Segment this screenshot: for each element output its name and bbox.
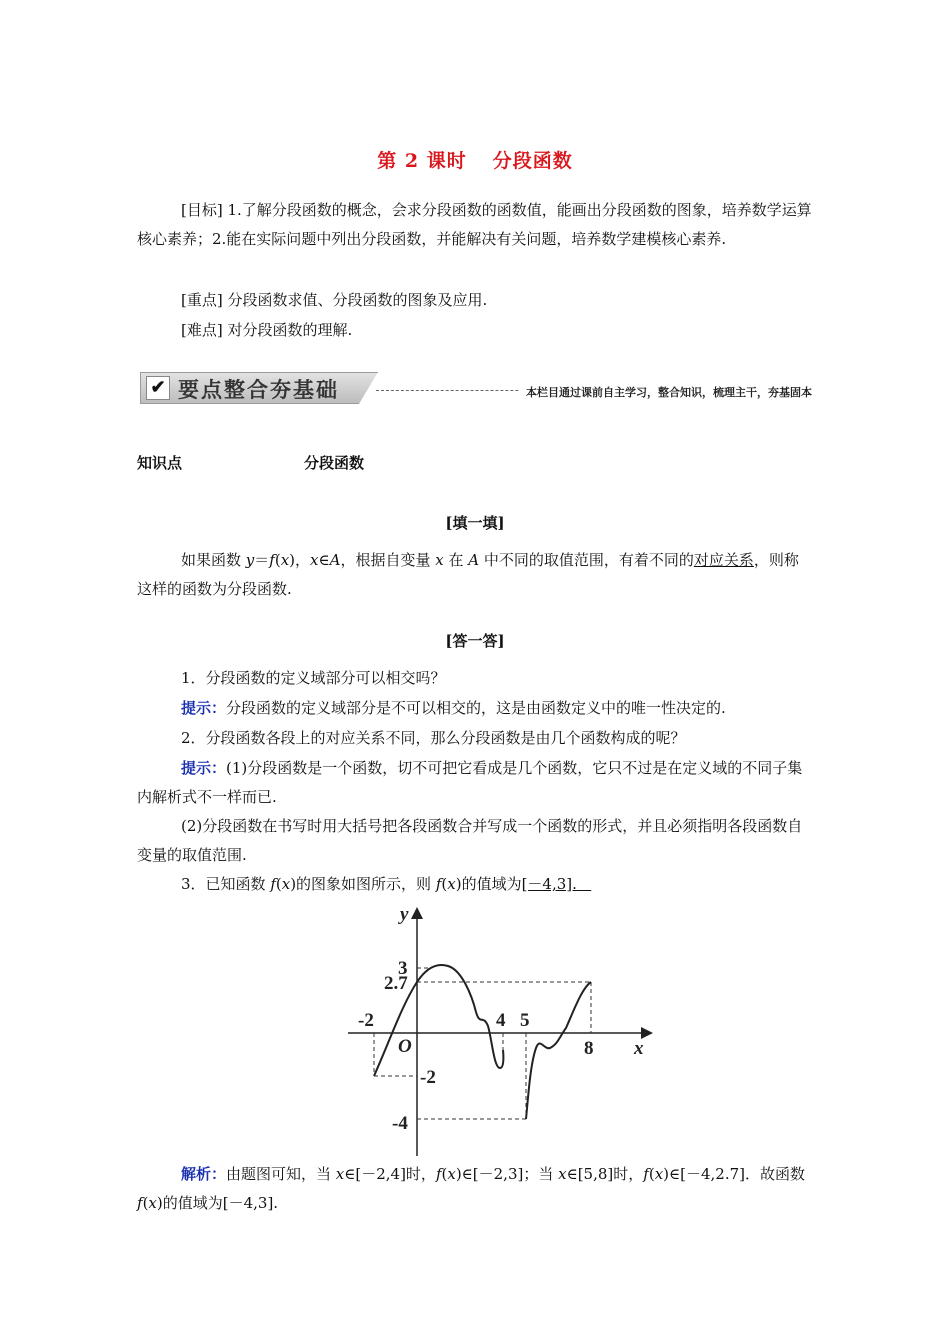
question-2: 2．分段函数各段上的对应关系不同，那么分段函数是由几个函数构成的呢？ [181,729,686,747]
solution-paragraph: 解析：由题图可知，当 x∈[－2,4]时，f(x)∈[－2,3]；当 x∈[5,8]时，f(x)∈[－4,2.7]．故函数 f(x)的值域为[－4,3]. [137,1165,805,1212]
difficulty-paragraph [137,316,813,345]
key-text: 分段函数求值、分段函数的图象及应用. [222,291,488,309]
function-graph [340,900,670,1162]
key-label: [重点] [181,291,223,309]
hint-2b: (2)分段函数在书写时用大括号把各段函数合并写成一个函数的形式，并且必须指明各段函数自变量的取值范围. [137,817,803,864]
banner-note: 本栏目通过课前自主学习，整合知识，梳理主干，夯基固本 [520,384,812,400]
fill-heading: [填一填] [445,514,505,532]
y-tick-label: -2 [420,1067,436,1088]
goal-text: 1.了解分段函数的概念，会求分段函数的函数值，能画出分段函数的图象，培养数学运算核心素养；2.能在实际问题中列出分段函数，并能解决有关问题，培养数学建模核心素养. [137,201,812,248]
question-3: 3．已知函数 f(x)的图象如图所示，则 f(x)的值域为[－4,3]. [181,875,577,893]
y-axis-label: y [400,904,409,925]
hint-1 [137,694,813,723]
y-tick-label: -4 [392,1113,408,1134]
origin-label: O [398,1036,412,1057]
knowledge-label: 知识点 [137,454,183,472]
difficulty-label: [难点] [181,321,223,339]
lesson-number: 第 2 课时 [377,150,467,172]
hint-text: 分段函数的定义域部分是不可以相交的，这是由函数定义中的唯一性决定的. [226,699,726,717]
hint-2a [137,754,813,812]
x-tick-label: 8 [584,1038,594,1059]
x-axis-label: x [634,1038,644,1059]
banner-title: 要点整合夯基础 [178,378,339,402]
hint-label: 提示： [181,699,227,717]
y-tick-label: 3 [398,958,408,979]
page-title [0,146,950,173]
y-tick-label: 2.7 [384,973,408,994]
blank-answer: 对应关系 [693,551,754,569]
goal-paragraph [137,196,813,254]
definition-paragraph: 如果函数 y＝f(x)，x∈A，根据自变量 x 在 A 中不同的取值范围，有着不同的对应关系，则称这样的函数为分段函数. [137,551,799,598]
x-tick-label: 5 [520,1010,530,1031]
answer-heading: [答一答] [445,632,505,650]
question-3-answer: [－4,3]. [521,875,577,893]
solution-label: 解析： [181,1165,227,1183]
hint-label: 提示： [181,759,227,777]
x-tick-label: -2 [358,1010,374,1031]
difficulty-text: 对分段函数的理解. [222,321,353,339]
lesson-topic: 分段函数 [492,150,573,172]
hint-text: (1)分段函数是一个函数，切不可把它看成是几个函数，它只不过是在定义域的不同子集内解析式不一样而已. [137,759,803,806]
x-tick-label: 4 [496,1010,506,1031]
key-point-paragraph [137,286,813,315]
question-1: 1．分段函数的定义域部分可以相交吗？ [181,669,446,687]
checkmark-icon: ✔ [146,376,170,400]
section-banner [140,372,812,404]
curve-segment-2 [526,982,591,1119]
goal-label: [目标] [181,201,223,219]
knowledge-topic: 分段函数 [304,454,365,472]
